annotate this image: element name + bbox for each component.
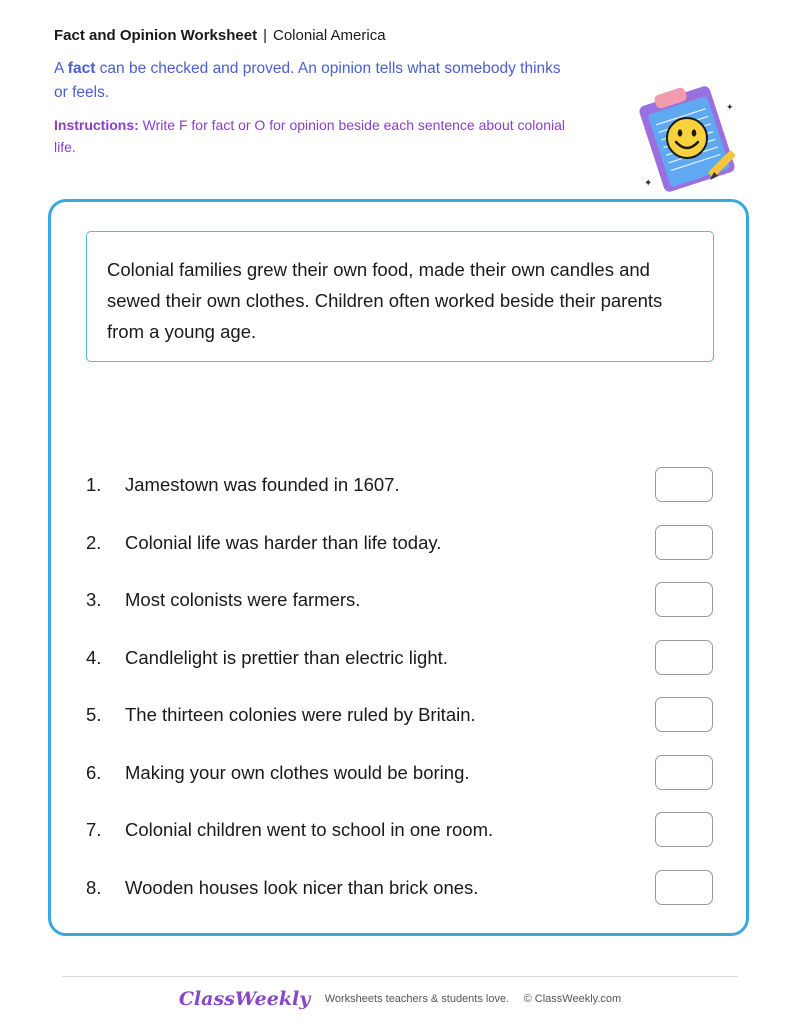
answer-box[interactable]: [655, 697, 713, 732]
footer-divider: [62, 976, 738, 977]
question-number: 1.: [86, 474, 102, 495]
question-number: 4.: [86, 646, 102, 668]
definition-keyword: fact: [67, 60, 96, 77]
question-text: Colonial children went to school in one room.: [125, 819, 494, 840]
answer-box[interactable]: [655, 467, 713, 502]
answer-box[interactable]: [655, 640, 713, 675]
footer-tagline: Worksheets teachers & students love.: [324, 993, 510, 1005]
question-number: 7.: [86, 819, 102, 840]
svg-text:✦: ✦: [726, 103, 734, 113]
question-text: Jamestown was founded in 1607.: [125, 474, 400, 495]
smiley-clipboard-icon: [630, 80, 745, 195]
question-number: 6.: [86, 761, 102, 783]
question-row: [86, 525, 716, 561]
question-text: Most colonists were farmers.: [125, 589, 361, 610]
reading-passage: Colonial families grew their own food, made their own candles and sewed their own clothes. Children often worked beside their parents from a young age.: [86, 231, 714, 362]
question-row: [86, 755, 716, 791]
question-row: [86, 870, 716, 906]
footer: [0, 988, 800, 1010]
question-text: Wooden houses look nicer than brick ones.: [125, 876, 479, 898]
answer-box[interactable]: [655, 812, 713, 847]
answer-box[interactable]: [655, 525, 713, 560]
question-row: [86, 582, 716, 618]
question-text: Colonial life was harder than life today.: [125, 531, 442, 553]
fact-definition: [54, 57, 574, 105]
title-separator: |: [263, 27, 267, 44]
worksheet-header: [54, 26, 614, 158]
worksheet-title: Fact and Opinion Worksheet: [54, 27, 258, 44]
question-number: 3.: [86, 589, 102, 610]
question-row: [86, 697, 716, 733]
instructions: [54, 114, 574, 158]
answer-box[interactable]: [655, 870, 713, 905]
answer-box[interactable]: [655, 755, 713, 790]
question-number: 5.: [86, 704, 102, 725]
question-text: Making your own clothes would be boring.: [125, 761, 470, 783]
worksheet-subtitle: Colonial America: [273, 27, 386, 44]
question-number: 8.: [86, 876, 102, 898]
question-text: The thirteen colonies were ruled by Britain.: [125, 704, 476, 725]
footer-copyright: © ClassWeekly.com: [523, 993, 622, 1005]
question-row: [86, 812, 716, 848]
title-line: [54, 26, 614, 46]
instructions-label: Instructions:: [54, 117, 139, 133]
definition-prefix: A: [54, 60, 68, 77]
question-number: 2.: [86, 531, 102, 553]
instructions-text: Write F for fact or O for opinion beside each sentence about colonial life.: [54, 117, 565, 155]
definition-text: can be checked and proved. An opinion tells what somebody thinks or feels.: [54, 60, 561, 101]
svg-text:✦: ✦: [644, 178, 653, 189]
question-row: [86, 640, 716, 676]
question-text: Candlelight is prettier than electric light.: [125, 646, 448, 668]
answer-box[interactable]: [655, 582, 713, 617]
brand-logo: ClassWeekly: [178, 988, 311, 1010]
question-row: [86, 467, 716, 503]
